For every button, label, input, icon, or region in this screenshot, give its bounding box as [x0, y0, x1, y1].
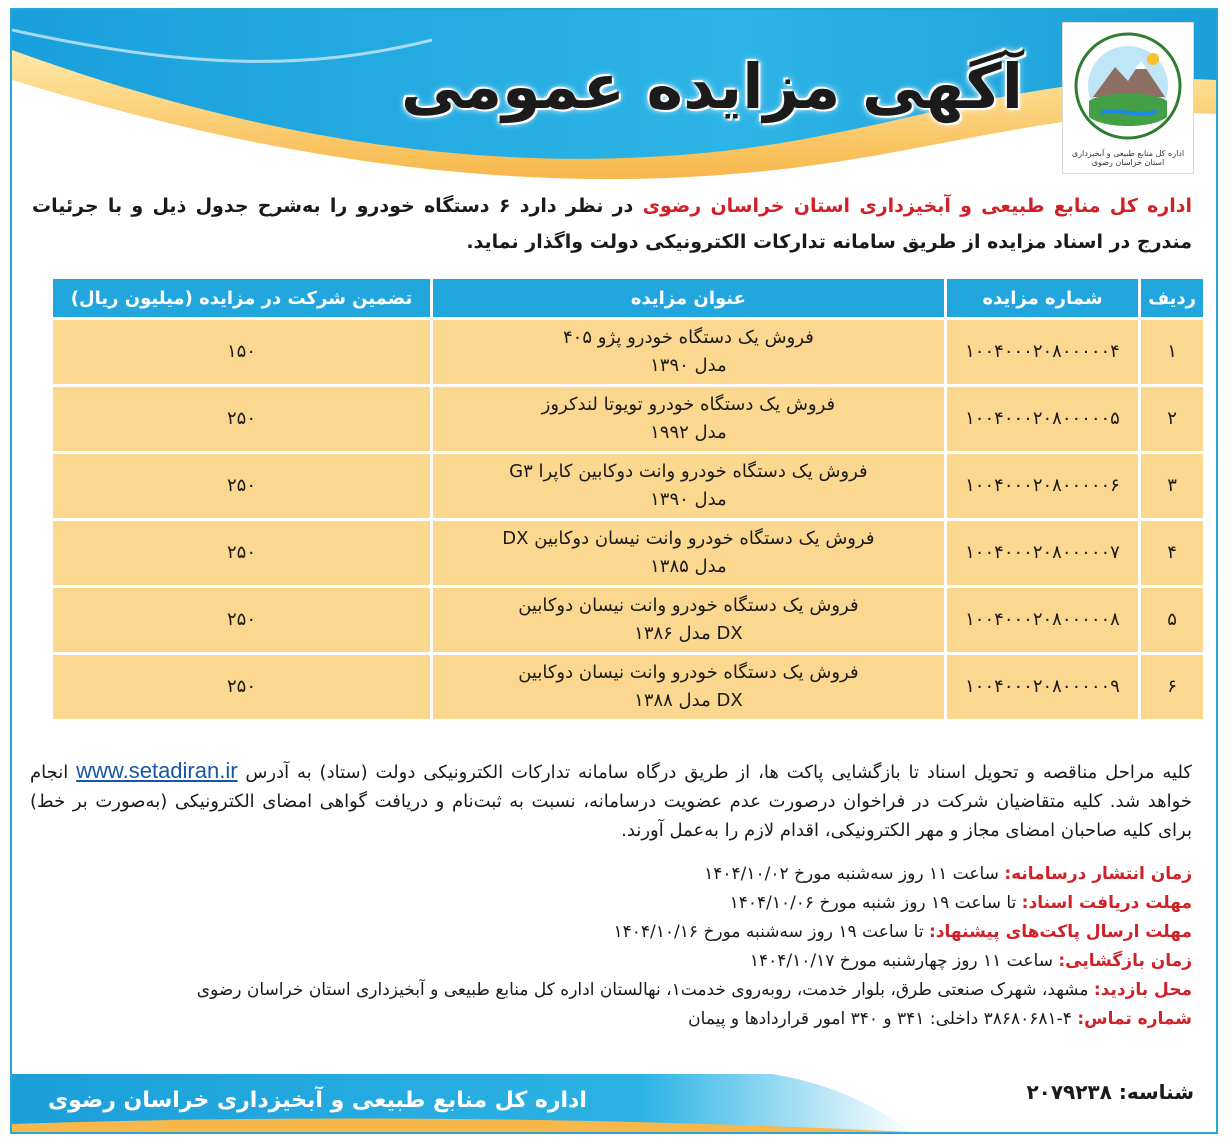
- row-index: ۳: [1141, 454, 1203, 518]
- row-title-line2: DX مدل ۱۳۸۶: [634, 623, 743, 644]
- schedule-label: مهلت ارسال پاکت‌های پیشنهاد:: [929, 922, 1192, 942]
- row-title-line1: فروش یک دستگاه خودرو وانت نیسان دوکابین: [518, 595, 859, 616]
- notice-frame: [10, 8, 1218, 1134]
- schedule-item-publish: [30, 860, 1192, 889]
- row-index: ۴: [1141, 521, 1203, 585]
- schedule-item-submission: [30, 918, 1192, 947]
- schedule-item-visit: [30, 976, 1192, 1005]
- row-title-line1: فروش یک دستگاه خودرو تویوتا لندکروز: [541, 394, 836, 415]
- row-title-line2: مدل ۱۹۹۲: [650, 422, 727, 443]
- intro-text: در نظر دارد ۶ دستگاه خودرو را به‌شرح جدول ذیل و با جرئیات مندرج در اسناد مزایده از طریق سامانه تدارکات الکترونیکی دولت واگذار نماید.: [32, 195, 1192, 253]
- instructions-start: کلیه مراحل مناقصه و تحویل اسناد تا بازگشایی پاکت ها، از طریق درگاه سامانه تدارکات الکترونیکی دولت (ستاد) به آدرس: [237, 762, 1192, 783]
- row-index: ۵: [1141, 588, 1203, 652]
- schedule-value: ۴-۳۸۶۸۰۶۸۱ داخلی: ۳۴۱ و ۳۴۰ امور قراردادها و پیمان: [688, 1009, 1078, 1029]
- row-title: [433, 521, 944, 585]
- header-index: ردیف: [1141, 279, 1203, 317]
- auction-table: [50, 276, 1206, 722]
- row-guarantee: ۲۵۰: [53, 655, 430, 719]
- table-row: [53, 387, 1203, 451]
- row-title: [433, 655, 944, 719]
- row-index: ۲: [1141, 387, 1203, 451]
- row-title-line2: مدل ۱۳۹۰: [650, 489, 727, 510]
- row-guarantee: ۲۵۰: [53, 521, 430, 585]
- table-row: [53, 588, 1203, 652]
- schedule-value: ساعت ۱۱ روز چهارشنبه مورخ ۱۴۰۴/۱۰/۱۷: [749, 951, 1059, 971]
- logo-emblem-icon: [1073, 31, 1183, 141]
- header-title: عنوان مزایده: [433, 279, 944, 317]
- organization-logo: [1062, 22, 1194, 174]
- instructions-end: انجام خواهد شد. کلیه متقاضیان شرکت در فراخوان درصورت عدم عضویت درسامانه، نسبت به ثبت‌نام و دریافت گواهی امضای الکترونیکی (به‌صورت بر خط) برای کلیه صاحبان امضای مجاز و مهر الکترونیکی، اقدام لازم را به‌عمل آورند.: [30, 762, 1192, 841]
- page-title: آگهی مزایده عمومی: [401, 50, 1023, 123]
- schedule-label: زمان انتشار درسامانه:: [1004, 864, 1192, 884]
- schedule-value: تا ساعت ۱۹ روز شنبه مورخ ۱۴۰۴/۱۰/۰۶: [729, 893, 1022, 913]
- row-guarantee: ۲۵۰: [53, 454, 430, 518]
- setadiran-link[interactable]: www.setadiran.ir: [76, 758, 238, 783]
- schedule-item-opening: [30, 947, 1192, 976]
- footer-identifier: شناسه: ۲۰۷۹۲۳۸: [1026, 1080, 1194, 1104]
- row-number: ۱۰۰۴۰۰۰۲۰۸۰۰۰۰۰۴: [947, 320, 1138, 384]
- intro-paragraph: [32, 188, 1192, 260]
- table-row: [53, 454, 1203, 518]
- row-title-line1: فروش یک دستگاه خودرو وانت دوکابین کاپرا G۳: [509, 461, 868, 482]
- schedule-item-documents: [30, 889, 1192, 918]
- header-number: شماره مزایده: [947, 279, 1138, 317]
- row-guarantee: ۲۵۰: [53, 387, 430, 451]
- row-guarantee: ۱۵۰: [53, 320, 430, 384]
- row-title: [433, 454, 944, 518]
- row-guarantee: ۲۵۰: [53, 588, 430, 652]
- schedule-label: زمان بازگشایی:: [1058, 951, 1192, 971]
- instructions-paragraph: [30, 756, 1192, 845]
- header-guarantee: تضمین شرکت در مزایده (میلیون ریال): [53, 279, 430, 317]
- row-title-line2: مدل ۱۳۹۰: [650, 355, 727, 376]
- row-number: ۱۰۰۴۰۰۰۲۰۸۰۰۰۰۰۸: [947, 588, 1138, 652]
- schedule-label: محل بازدید:: [1093, 980, 1192, 1000]
- row-title-line1: فروش یک دستگاه خودرو پژو ۴۰۵: [563, 327, 814, 348]
- table-header-row: [53, 279, 1203, 317]
- header-banner: [12, 10, 1216, 180]
- row-title-line2: مدل ۱۳۸۵: [650, 556, 727, 577]
- row-number: ۱۰۰۴۰۰۰۲۰۸۰۰۰۰۰۹: [947, 655, 1138, 719]
- row-number: ۱۰۰۴۰۰۰۲۰۸۰۰۰۰۰۷: [947, 521, 1138, 585]
- row-title: [433, 387, 944, 451]
- table-row: [53, 521, 1203, 585]
- row-title-line2: DX مدل ۱۳۸۸: [634, 690, 743, 711]
- row-title: [433, 320, 944, 384]
- row-index: ۱: [1141, 320, 1203, 384]
- row-title-line1: فروش یک دستگاه خودرو وانت نیسان دوکابین: [518, 662, 859, 683]
- row-number: ۱۰۰۴۰۰۰۲۰۸۰۰۰۰۰۵: [947, 387, 1138, 451]
- schedule-item-contact: [30, 1005, 1192, 1034]
- row-number: ۱۰۰۴۰۰۰۲۰۸۰۰۰۰۰۶: [947, 454, 1138, 518]
- footer-organization: اداره کل منابع طبیعی و آبخیزداری خراسان رضوی: [48, 1088, 587, 1113]
- table-row: [53, 655, 1203, 719]
- logo-caption: اداره کل منابع طبیعی و آبخیزداری استان خراسان رضوی: [1071, 149, 1185, 167]
- row-index: ۶: [1141, 655, 1203, 719]
- schedule-value: مشهد، شهرک صنعتی طرق، بلوار خدمت، روبه‌روی خدمت۱، نهالستان اداره کل منابع طبیعی و آبخیزداری استان خراسان رضوی: [196, 980, 1094, 1000]
- schedule-list: [30, 860, 1192, 1034]
- schedule-value: ساعت ۱۱ روز سه‌شنبه مورخ ۱۴۰۴/۱۰/۰۲: [704, 864, 1005, 884]
- schedule-label: شماره تماس:: [1077, 1009, 1192, 1029]
- table-row: [53, 320, 1203, 384]
- row-title: [433, 588, 944, 652]
- schedule-label: مهلت دریافت اسناد:: [1021, 893, 1192, 913]
- footer-banner: [12, 1074, 1216, 1132]
- row-title-line1: فروش یک دستگاه خودرو وانت نیسان دوکابین DX: [502, 528, 875, 549]
- schedule-value: تا ساعت ۱۹ روز سه‌شنبه مورخ ۱۴۰۴/۱۰/۱۶: [613, 922, 929, 942]
- intro-organization: اداره کل منابع طبیعی و آبخیزداری استان خراسان رضوی: [642, 195, 1192, 217]
